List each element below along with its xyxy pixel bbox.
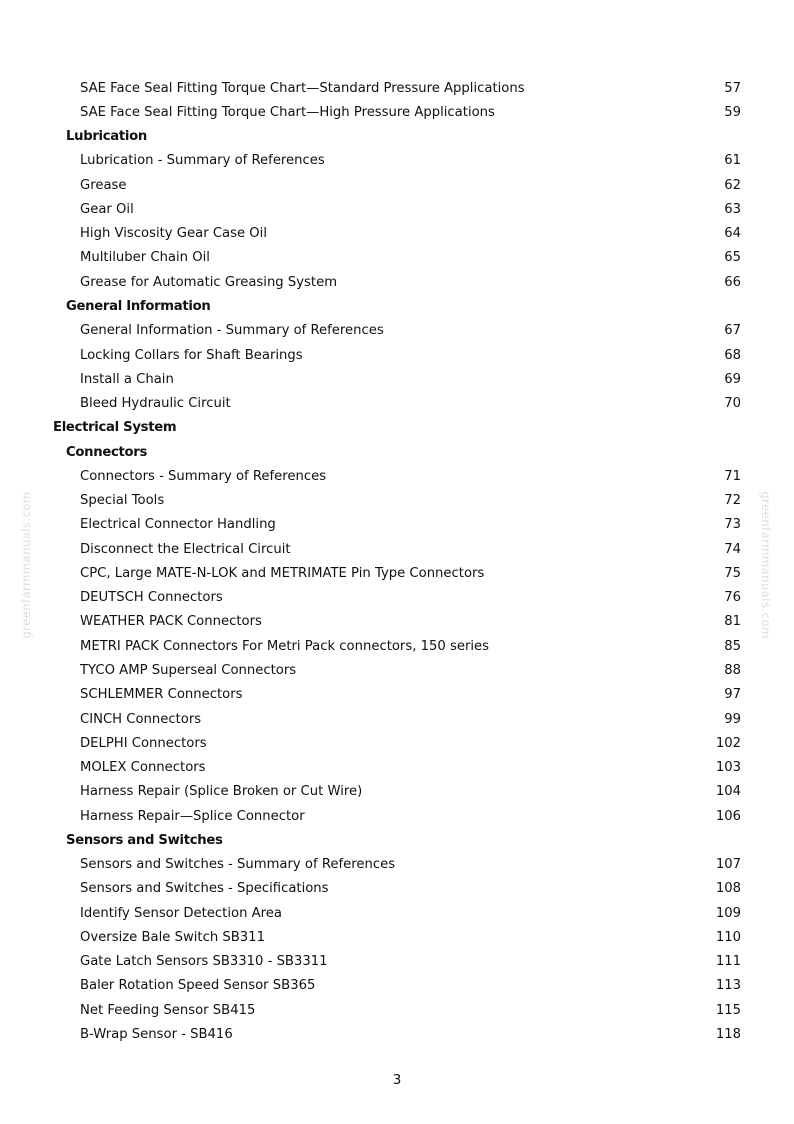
toc-entry-title: Bleed Hydraulic Circuit [80, 396, 231, 412]
toc-entry[interactable] [0, 222, 794, 246]
toc-entry-title: Harness Repair (Splice Broken or Cut Wire) [80, 784, 363, 800]
toc-entry-title: General Information [66, 299, 211, 315]
toc-entry-title: SAE Face Seal Fitting Torque Chart—High Pressure Applications [80, 104, 495, 120]
toc-entry-title: SAE Face Seal Fitting Torque Chart—Standard Pressure Applications [80, 80, 525, 96]
toc-entry-page: 68 [724, 347, 741, 363]
toc-entry-title: Gate Latch Sensors SB3310 - SB3311 [80, 954, 328, 970]
toc-entry[interactable] [0, 925, 794, 949]
toc-entry-page: 61 [724, 153, 741, 169]
toc-section-heading [0, 294, 794, 318]
toc-entry-title: Identify Sensor Detection Area [80, 905, 282, 921]
toc-entry-page: 59 [724, 104, 741, 120]
toc-entry[interactable] [0, 634, 794, 658]
toc-entry[interactable] [0, 877, 794, 901]
toc-entry[interactable] [0, 319, 794, 343]
toc-entry-title: Oversize Bale Switch SB311 [80, 929, 265, 945]
toc-entry-title: Lubrication [66, 129, 147, 145]
toc-entry-page: 71 [724, 468, 741, 484]
toc-entry[interactable] [0, 804, 794, 828]
toc-entry[interactable] [0, 489, 794, 513]
toc-entry-page: 108 [715, 881, 741, 897]
toc-entry-title: Grease for Automatic Greasing System [80, 274, 338, 290]
toc-entry[interactable] [0, 343, 794, 367]
toc-entry-page: 57 [724, 80, 741, 96]
toc-entry[interactable] [0, 537, 794, 561]
toc-entry-title: Sensors and Switches [66, 832, 223, 848]
toc-entry-page: 66 [724, 274, 741, 290]
toc-entry-page: 63 [724, 201, 741, 217]
toc-entry[interactable] [0, 173, 794, 197]
toc-entry-title: Connectors - Summary of References [80, 468, 327, 484]
toc-entry[interactable] [0, 197, 794, 221]
toc-entry[interactable] [0, 586, 794, 610]
toc-entry-title: Grease [80, 177, 127, 193]
toc-entry[interactable] [0, 464, 794, 488]
toc-entry-page: 72 [724, 493, 741, 509]
toc-entry[interactable] [0, 1022, 794, 1046]
toc-entry-title: Electrical System [53, 420, 177, 436]
toc-entry[interactable] [0, 149, 794, 173]
toc-entry-title: General Information - Summary of References [80, 323, 384, 339]
toc-entry-page: 65 [724, 250, 741, 266]
toc-section-heading [0, 828, 794, 852]
toc-entry-title: Sensors and Switches - Specifications [80, 881, 329, 897]
toc-entry[interactable] [0, 246, 794, 270]
toc-entry-title: Lubrication - Summary of References [80, 153, 325, 169]
toc-entry-page: 110 [715, 929, 741, 945]
toc-entry[interactable] [0, 367, 794, 391]
toc-entry-title: CPC, Large MATE-N-LOK and METRIMATE Pin Type Connectors [80, 565, 485, 581]
toc-entry-page: 102 [715, 735, 741, 751]
toc-entry[interactable] [0, 853, 794, 877]
toc-entry-title: Electrical Connector Handling [80, 517, 276, 533]
toc-entry-title: Special Tools [80, 493, 165, 509]
toc-entry-page: 111 [715, 954, 741, 970]
toc-entry-page: 107 [715, 857, 741, 873]
toc-entry-page: 74 [724, 541, 741, 557]
toc-entry-page: 81 [724, 614, 741, 630]
toc-entry-page: 75 [724, 565, 741, 581]
toc-entry-title: Net Feeding Sensor SB415 [80, 1002, 256, 1018]
toc-entry-page: 85 [724, 638, 741, 654]
toc-entry[interactable] [0, 513, 794, 537]
toc-entry[interactable] [0, 683, 794, 707]
toc-entry-title: High Viscosity Gear Case Oil [80, 226, 267, 242]
toc-entry-title: TYCO AMP Superseal Connectors [80, 663, 297, 678]
toc-entry-page: 88 [724, 663, 741, 678]
toc-entry-title: CINCH Connectors [80, 711, 202, 727]
toc-entry-title: WEATHER PACK Connectors [80, 614, 262, 630]
toc-entry-page: 104 [715, 784, 741, 800]
toc-entry-title: METRI PACK Connectors For Metri Pack connectors, 150 series [80, 638, 490, 654]
toc-entry-page: 97 [724, 687, 741, 703]
toc-entry-page: 73 [724, 517, 741, 533]
toc-entry[interactable] [0, 998, 794, 1022]
toc-entry[interactable] [0, 755, 794, 779]
toc-entry[interactable] [0, 901, 794, 925]
toc-entry[interactable] [0, 780, 794, 804]
toc-entry-title: DEUTSCH Connectors [80, 590, 223, 606]
toc-entry[interactable] [0, 561, 794, 585]
table-of-contents [0, 76, 794, 1047]
toc-entry-title: SCHLEMMER Connectors [80, 687, 243, 703]
toc-entry[interactable] [0, 974, 794, 998]
toc-entry[interactable] [0, 707, 794, 731]
toc-entry-page: 106 [715, 808, 741, 824]
toc-entry-page: 118 [715, 1026, 741, 1042]
toc-entry-title: Sensors and Switches - Summary of References [80, 857, 396, 873]
toc-entry-page: 69 [724, 371, 741, 387]
watermark-right: greenfarmmanuals.com [759, 491, 773, 639]
watermark-left: greenfarmmanuals.com [19, 491, 33, 639]
toc-entry-page: 113 [715, 978, 741, 994]
toc-entry-page: 76 [724, 590, 741, 606]
toc-entry-title: Harness Repair—Splice Connector [80, 808, 305, 824]
toc-entry[interactable] [0, 658, 794, 682]
toc-entry-page: 70 [724, 396, 741, 412]
toc-entry[interactable] [0, 270, 794, 294]
toc-entry[interactable] [0, 731, 794, 755]
toc-entry-page: 115 [715, 1002, 741, 1018]
toc-entry[interactable] [0, 950, 794, 974]
toc-entry-title: MOLEX Connectors [80, 760, 206, 776]
toc-entry-title: Connectors [66, 444, 147, 460]
toc-entry-title: B-Wrap Sensor - SB416 [80, 1026, 233, 1042]
toc-section-heading [0, 416, 794, 440]
toc-entry-page: 67 [724, 323, 741, 339]
toc-entry[interactable] [0, 391, 794, 415]
toc-entry-page: 103 [715, 760, 741, 776]
toc-entry-title: Disconnect the Electrical Circuit [80, 541, 291, 557]
page-number: 3 [392, 1072, 402, 1088]
toc-entry-title: Multiluber Chain Oil [80, 250, 210, 266]
toc-entry-title: DELPHI Connectors [80, 735, 207, 751]
toc-entry[interactable] [0, 610, 794, 634]
toc-entry-title: Locking Collars for Shaft Bearings [80, 347, 303, 363]
toc-entry-page: 99 [724, 711, 741, 727]
toc-entry-title: Install a Chain [80, 371, 174, 387]
toc-section-heading [0, 440, 794, 464]
toc-entry-page: 109 [715, 905, 741, 921]
toc-entry-page: 64 [724, 226, 741, 242]
toc-entry[interactable] [0, 100, 794, 124]
toc-entry-title: Baler Rotation Speed Sensor SB365 [80, 978, 316, 994]
toc-section-heading [0, 125, 794, 149]
toc-entry-page: 62 [724, 177, 741, 193]
toc-entry-title: Gear Oil [80, 201, 134, 217]
toc-entry[interactable] [0, 76, 794, 100]
